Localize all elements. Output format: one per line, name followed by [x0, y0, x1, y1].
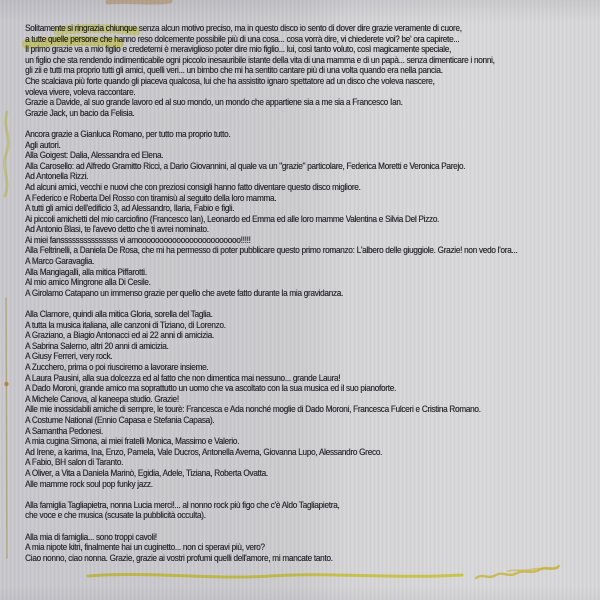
paragraph	[25, 309, 600, 489]
text-line: A Costume National (Ennio Capasa e Stefania Capasa).	[25, 414, 215, 425]
text-line: Ad alcuni amici, vecchi e nuovi che con preziosi consigli hanno fatto diventare questo disco migliore.	[25, 181, 361, 192]
text-line: A tutta la musica italiana, alle canzoni di Tiziano, di Lorenzo.	[25, 319, 226, 330]
text-line: che voce e che musica (scusate la pubblicità occulta).	[25, 510, 206, 521]
text-line: A Federico e Roberta Del Rosso con tiramisù al seguito della loro mamma.	[25, 192, 277, 203]
text-line: Alle mie inossidabili amiche di sempre, le tourè: Francesca e Ada nonché moglie di Dado Moroni, Francesca Fulceri e Cristina Romano.	[25, 404, 481, 415]
paragraph	[25, 23, 600, 118]
text-line: Agli autori.	[25, 139, 61, 150]
text-line: a tutte quelle persone che hanno reso dolcemente possibile più di una cosa... cosa vorrà dire, vi chiederete voi? be' ora capirete...	[25, 33, 460, 44]
text-line: Ancora grazie a Gianluca Romano, per tutto ma proprio tutto.	[25, 128, 231, 139]
paragraph	[25, 532, 600, 564]
text-line: A Zucchero, prima o poi riusciremo a lavorare insieme.	[25, 362, 209, 372]
text-line: Solitamente si ringrazia chiunque senza alcun motivo preciso, ma in questo disco io sento di dover dire grazie veramente di cuore,	[25, 23, 462, 33]
text-line: A Sabrina Salerno, altri 20 anni di amicizia.	[25, 340, 169, 351]
text-line: Ai piccoli amichetti del mio carciofino (Francesco Ian), Leonardo ed Emma ed alle loro mamme Valentina e Silvia Del Pizzo.	[25, 213, 440, 224]
text-line: Alla Carosello: ad Alfredo Gramitto Ricci, a Dario Giovannini, al quale va un "grazie" particolare, Federica Moretti e Veronica Parejo.	[25, 160, 466, 171]
text-line: voleva vivere, voleva raccontare.	[25, 86, 136, 97]
text-line: A Girolamo Catapano un immenso grazie per quello che avete fatto durante la mia gravidanza.	[25, 287, 343, 298]
text-line: Alla Goigest: Dalia, Alessandra ed Elena.	[25, 150, 164, 161]
text-line: A Marco Garavaglia.	[25, 256, 95, 267]
yellow-bottom-right-scribble-mark	[476, 566, 559, 578]
yellow-left-margin-squiggle-mark	[5, 112, 9, 196]
text-line: Il primo grazie va a mio figlio e credetemi è meraviglioso poter dire mio figlio... lui, così tanto voluto, così magicamente speciale,	[25, 44, 451, 55]
acknowledgments-text-block	[25, 23, 600, 563]
text-line: A Michele Canova, al kaneepa studio. Grazie!	[25, 393, 179, 404]
text-line: Alla Mangiagalli, alla mitica Piffarotti.	[25, 266, 147, 277]
text-line: A Laura Pausini, alla sua dolcezza ed al fatto che non dimentica mai nessuno... grande Laura!	[25, 372, 341, 383]
text-line: Ad Irene, a karima, Ina, Enzo, Pamela, Vale Ducros, Antonella Averna, Giovanna Lupo, Alessandro Greco.	[25, 446, 383, 457]
text-line: A Giusy Ferreri, very rock.	[25, 351, 113, 362]
text-line: Ad Antonio Blasi, te l'avevo detto che ti avrei nominato.	[25, 224, 209, 235]
page-bottom-shadow	[0, 586, 600, 600]
paragraph	[25, 500, 600, 521]
text-line: A mia nipote kitri, finalmente hai un cuginetto... non ci speravi più, vero?	[25, 542, 265, 553]
text-line: Ai miei fansssssssssssssss vi amoooooooooooooooooooooooo!!!!!	[25, 234, 251, 245]
text-line: Alle mamme rock soul pop funky jazz.	[25, 478, 153, 489]
text-line: A Oliver, a Vita a Daniela Marinò, Egidia, Adele, Tiziana, Roberta Ovatta.	[25, 467, 268, 478]
page-top-shadow	[0, 0, 600, 22]
text-line: Alla mia di famiglia... sono troppi cavoli!	[25, 531, 157, 542]
text-line: A Fabio, BH salon di Taranto.	[25, 457, 124, 468]
text-line: A tutti gli amici dell'edificio 3, ad Alessandro, Ilaria, Fabio e figli.	[25, 203, 235, 214]
yellow-left-vertical-line-mark	[6, 298, 7, 558]
text-line: Al mio amico Mingrone alla Di Cesile.	[25, 277, 151, 288]
text-line: A Graziano, a Biagio Antonacci ed ai 22 anni di amicizia.	[25, 330, 214, 341]
orange-left-margin-dot-mark	[4, 382, 8, 386]
text-line: Grazie Jack, un bacio da Felisia.	[25, 107, 135, 118]
text-line: Alla Feltrinelli, a Daniela De Rosa, che mi ha permesso di poter pubblicare questo primo romanzo: L'albero delle giuggiole. Grazie! non vedo l'ora...	[25, 245, 518, 256]
orange-top-edge-smudge-mark	[108, 1, 170, 2]
text-line: A Samantha Pedonesi.	[25, 425, 103, 436]
text-line: Ad Antonella Rizzi.	[25, 171, 89, 182]
text-line: A Dado Moroni, grande amico ma soprattutto un uomo che va ascoltato con la sua musica ed il suo pianoforte.	[25, 383, 396, 394]
text-line: Alla Clamore, quindi alla mitica Gloria, sorella del Taglia.	[25, 309, 213, 320]
text-line: Ciao nonno, ciao nonna. Grazie, grazie ai vostri profumi quelli dell'amore, mi mancate tanto.	[25, 552, 333, 563]
text-line: Che scalciava più forte quando gli piaceva qualcosa, lui che ha assistito ignaro spettatore ad un disco che voleva nascere,	[25, 75, 435, 86]
text-line: Alla famiglia Tagliapietra, nonna Lucia merci!... al nonno rock più figo che c'è Aldo Tagliapietra,	[25, 499, 340, 510]
paragraph	[25, 129, 600, 299]
yellow-bottom-right-scribble-mark-2	[508, 568, 558, 571]
text-line: Grazie a Davide, al suo grande lavoro ed al suo mondo, un mondo che appartiene sia a me sia a Francesco Ian.	[25, 97, 403, 108]
yellow-bottom-wavy-line-mark	[88, 574, 462, 577]
text-line: un figlio che sta rendendo indimenticabile ogni piccolo inesauribile istante della vita di una mamma e di un papà... senza dimenticare i nonni,	[25, 54, 495, 65]
text-line: A mia cugina Simona, ai miei fratelli Monica, Massimo e Valerio.	[25, 436, 240, 447]
text-line: gli zii e tutti ma proprio tutti gli amici, quelli veri... un bimbo che mi ha sentito cantare più di una volta quando era nella pancia.	[25, 65, 443, 76]
